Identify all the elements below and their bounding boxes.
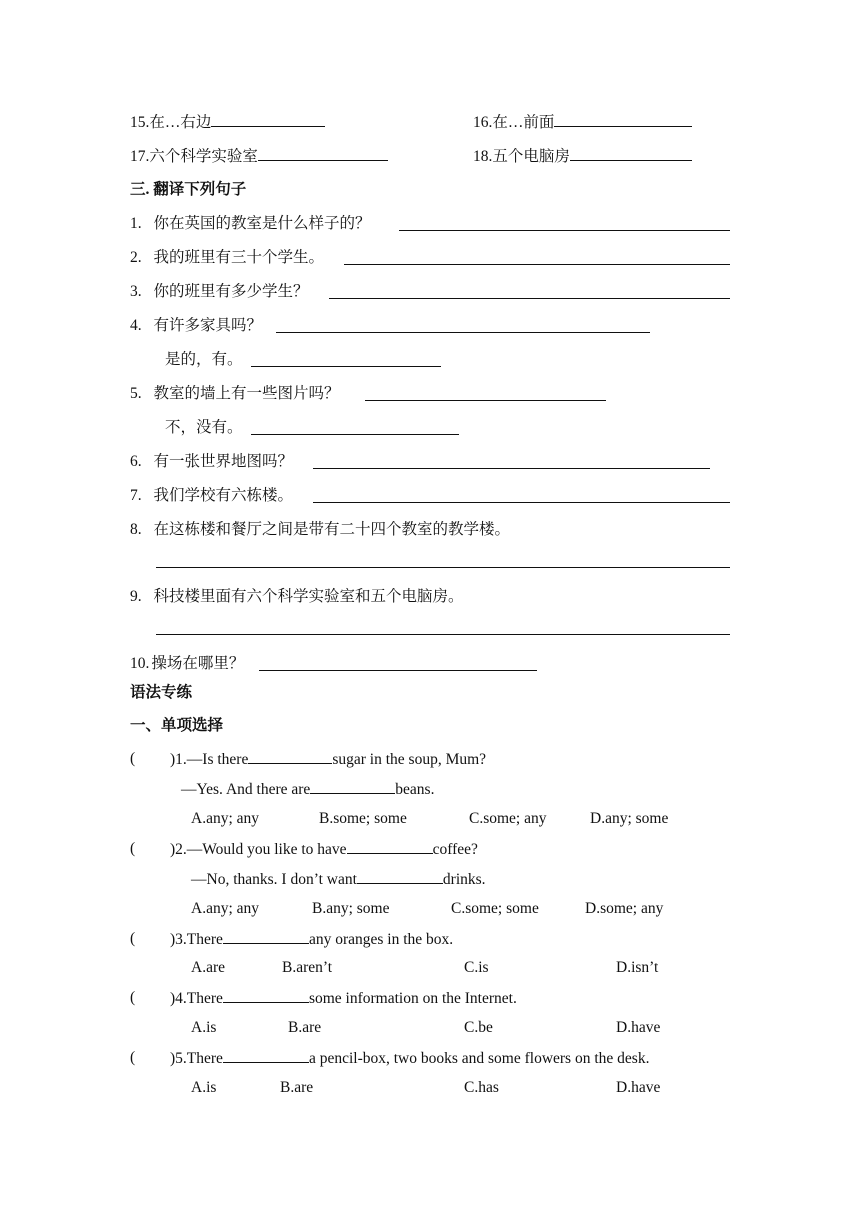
translate-item-1 [130,214,371,234]
question-stem: drinks. [442,871,486,888]
option-a[interactable]: A.any; any [191,900,260,917]
translate-item-10 [130,654,244,674]
translate-item-9 [130,587,464,607]
translate-item-3 [130,282,309,302]
option-c[interactable]: C.be [464,1019,493,1036]
item-text: 操场在哪里？ [151,655,245,672]
translate-item-6 [130,452,293,472]
question-stem: —No, thanks. I don’t want [191,871,357,888]
answer-line[interactable] [251,366,441,367]
answer-blank[interactable] [223,929,309,944]
translate-item-8 [130,520,510,540]
item-number: 3. [130,283,142,300]
vocab-item-17 [130,146,388,167]
item-number: 9. [130,588,142,605]
item-number: 7. [130,487,142,504]
translate-item-2 [130,248,324,268]
grammar-question-1 [170,749,486,770]
answer-line[interactable] [156,567,730,568]
answer-line[interactable] [399,230,730,231]
vocab-item-16 [473,112,692,133]
grammar-subtitle: 一、单项选择 [130,717,224,734]
answer-blank[interactable] [347,839,433,854]
section-title: 三. 翻译下列句子 [130,181,247,198]
answer-paren[interactable]: ( [130,989,136,1006]
option-b[interactable]: B.some; some [319,810,407,827]
option-d[interactable]: D.some; any [585,900,664,917]
item-text: 你在英国的教室是什么样子的？ [153,215,371,232]
translate-item-5-sub: 不，没有。 [165,419,243,436]
question-stem: beans. [395,781,435,798]
question-stem: any oranges in the box. [308,931,454,948]
option-a[interactable]: A.is [191,1019,217,1036]
item-text: 有一张世界地图吗？ [153,453,294,470]
option-a[interactable]: A.is [191,1079,217,1096]
grammar-title: 语法专练 [130,684,193,701]
grammar-question-2 [170,839,478,860]
option-c[interactable]: C.has [464,1079,499,1096]
option-c[interactable]: C.is [464,959,489,976]
item-number: 4. [130,317,142,334]
option-b[interactable]: B.aren’t [282,959,333,976]
option-a[interactable]: A.any; any [191,810,260,827]
answer-blank[interactable] [570,146,692,161]
option-a[interactable]: A.are [191,959,225,976]
answer-line[interactable] [156,634,730,635]
grammar-question-1-line2 [181,779,434,800]
question-stem: There [186,990,223,1007]
grammar-question-5 [170,1048,649,1069]
answer-paren[interactable]: ( [130,930,136,947]
item-text: 有许多家具吗？ [153,317,263,334]
answer-paren[interactable]: ( [130,750,136,767]
answer-blank[interactable] [211,112,325,127]
vocab-item-18 [473,146,692,167]
option-c[interactable]: C.some; any [469,810,547,827]
answer-paren[interactable]: ( [130,840,136,857]
item-number: 2. [130,249,142,266]
option-d[interactable]: D.any; some [590,810,669,827]
answer-blank[interactable] [310,779,395,794]
question-stem: —Is there [186,751,249,768]
item-text: 科技楼里面有六个科学实验室和五个电脑房。 [153,588,464,605]
question-stem: a pencil-box, two books and some flowers on the desk. [308,1050,650,1067]
item-number: 8. [130,521,142,538]
answer-line[interactable] [344,264,730,265]
vocab-item-15 [130,112,325,133]
option-c[interactable]: C.some; some [451,900,539,917]
answer-line[interactable] [329,298,730,299]
item-number: 1. [130,215,142,232]
question-number: )5. [170,1050,187,1067]
grammar-question-2-line2 [191,869,486,890]
answer-line[interactable] [259,670,537,671]
item-text: 你的班里有多少学生？ [153,283,309,300]
item-number: 6. [130,453,142,470]
question-stem: sugar in the soup, Mum? [332,751,487,768]
translate-item-5 [130,384,340,404]
translate-item-4-sub: 是的，有。 [165,351,243,368]
grammar-question-3 [170,929,453,950]
vocab-label: 17.六个科学实验室 [130,148,258,165]
question-stem: some information on the Internet. [308,990,517,1007]
question-stem: —Would you like to have [186,841,347,858]
answer-blank[interactable] [258,146,388,161]
grammar-question-4 [170,988,517,1009]
option-b[interactable]: B.are [288,1019,322,1036]
answer-line[interactable] [251,434,459,435]
answer-line[interactable] [365,400,606,401]
question-number: )1. [170,751,187,768]
translate-item-4 [130,316,262,336]
question-number: )4. [170,990,187,1007]
answer-blank[interactable] [357,869,443,884]
item-number: 5. [130,385,142,402]
answer-line[interactable] [313,502,730,503]
item-text: 在这栋楼和餐厅之间是带有二十四个教室的教学楼。 [153,521,511,538]
option-d[interactable]: D.isn’t [616,959,659,976]
item-number: 10. [130,655,150,672]
vocab-label: 16.在…前面 [473,114,555,131]
question-stem: —Yes. And there are [181,781,311,798]
question-number: )3. [170,931,187,948]
item-text: 我们学校有六栋楼。 [153,487,294,504]
question-stem: There [186,931,223,948]
translate-item-7 [130,486,293,506]
item-text: 教室的墙上有一些图片吗？ [153,385,340,402]
option-d[interactable]: D.have [616,1019,661,1036]
answer-blank[interactable] [223,988,309,1003]
option-d[interactable]: D.have [616,1079,661,1096]
vocab-label: 18.五个电脑房 [473,148,570,165]
question-number: )2. [170,841,187,858]
answer-blank[interactable] [554,112,692,127]
answer-blank[interactable] [248,749,332,764]
question-stem: coffee? [432,841,478,858]
answer-blank[interactable] [223,1048,309,1063]
option-b[interactable]: B.are [280,1079,314,1096]
answer-line[interactable] [276,332,650,333]
vocab-label: 15.在…右边 [130,114,212,131]
answer-line[interactable] [313,468,710,469]
question-stem: There [186,1050,223,1067]
option-b[interactable]: B.any; some [312,900,390,917]
item-text: 我的班里有三十个学生。 [153,249,325,266]
answer-paren[interactable]: ( [130,1049,136,1066]
